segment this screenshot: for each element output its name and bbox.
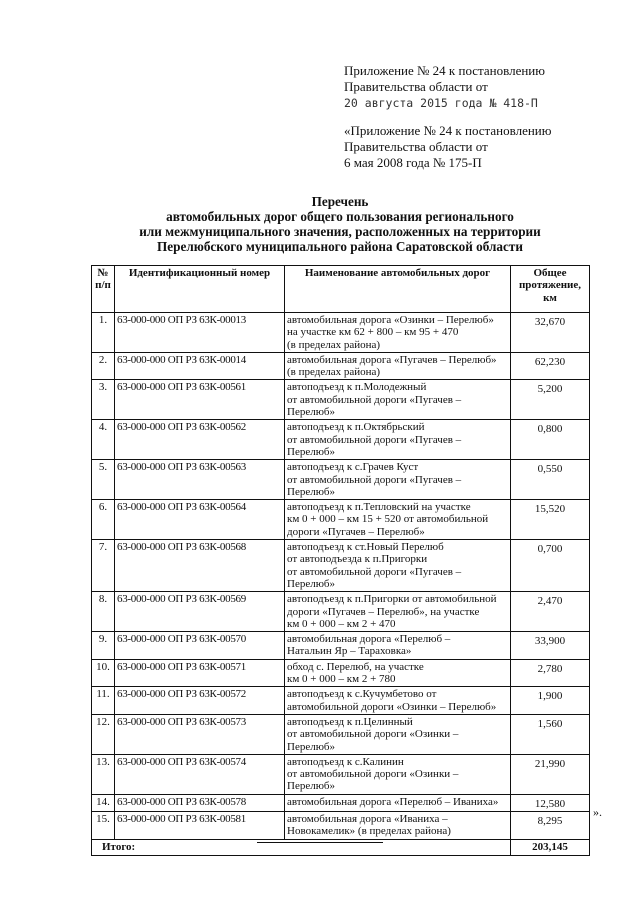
row-road-name: автоподъезд к ст.Новый Перелюб от автоподъезда к п.Пригорки от автомобильной дороги «Пугачев – Перелюб» <box>285 540 511 592</box>
total-label: Итого: <box>92 839 511 855</box>
table-row <box>92 811 590 839</box>
row-number: 2. <box>92 352 115 380</box>
row-length: 12,580 <box>511 794 590 811</box>
table-row <box>92 500 590 540</box>
old-appendix-line-3: 6 мая 2008 года № 175-П <box>344 155 482 170</box>
row-number: 6. <box>92 500 115 540</box>
bottom-rule <box>257 842 383 843</box>
row-number: 7. <box>92 540 115 592</box>
row-length: 2,470 <box>511 592 590 632</box>
old-appendix-reference <box>344 123 551 171</box>
row-identifier: 63-000-000 ОП РЗ 63К-00563 <box>115 460 285 500</box>
row-identifier: 63-000-000 ОП РЗ 63К-00578 <box>115 794 285 811</box>
row-road-name: автоподъезд к с.Грачев Куст от автомобильной дороги «Пугачев – Перелюб» <box>285 460 511 500</box>
row-road-name: автоподъезд к с.Калинин от автомобильной дороги «Озинки – Перелюб» <box>285 754 511 794</box>
table-row <box>92 540 590 592</box>
row-identifier: 63-000-000 ОП РЗ 63К-00013 <box>115 313 285 353</box>
row-identifier: 63-000-000 ОП РЗ 63К-00571 <box>115 659 285 687</box>
new-appendix-line-2: Правительства области от <box>344 79 488 94</box>
table-row <box>92 687 590 715</box>
row-number: 9. <box>92 632 115 660</box>
row-identifier: 63-000-000 ОП РЗ 63К-00562 <box>115 420 285 460</box>
row-length: 21,990 <box>511 754 590 794</box>
row-number: 13. <box>92 754 115 794</box>
table-row <box>92 460 590 500</box>
total-value: 203,145 <box>511 839 590 855</box>
row-length: 1,560 <box>511 714 590 754</box>
row-road-name: автоподъезд к п.Пригорки от автомобильной дороги «Пугачев – Перелюб», на участке км 0 + 000 – км 2 + 470 <box>285 592 511 632</box>
row-road-name: автоподъезд к с.Кучумбетово от автомобильной дороги «Озинки – Перелюб» <box>285 687 511 715</box>
table-row <box>92 313 590 353</box>
row-road-name: автоподъезд к п.Целинный от автомобильной дороги «Озинки – Перелюб» <box>285 714 511 754</box>
row-number: 3. <box>92 380 115 420</box>
old-appendix-line-2: Правительства области от <box>344 139 488 154</box>
table-row <box>92 420 590 460</box>
row-identifier: 63-000-000 ОП РЗ 63К-00572 <box>115 687 285 715</box>
old-appendix-line-1: «Приложение № 24 к постановлению <box>344 123 552 138</box>
row-road-name: автоподъезд к п.Тепловский на участке км 0 + 000 – км 15 + 520 от автомобильной дороги «Пугачев – Перелюб» <box>285 500 511 540</box>
row-number: 15. <box>92 811 115 839</box>
row-length: 0,550 <box>511 460 590 500</box>
row-road-name: автомобильная дорога «Озинки – Перелюб» на участке км 62 + 800 – км 95 + 470 (в пределах района) <box>285 313 511 353</box>
table-row <box>92 632 590 660</box>
row-number: 12. <box>92 714 115 754</box>
row-identifier: 63-000-000 ОП РЗ 63К-00573 <box>115 714 285 754</box>
row-length: 0,700 <box>511 540 590 592</box>
table-row <box>92 754 590 794</box>
table-row <box>92 659 590 687</box>
column-header-length: Общее протяжение, км <box>511 266 590 313</box>
row-road-name: автоподъезд к п.Октябрьский от автомобильной дороги «Пугачев – Перелюб» <box>285 420 511 460</box>
row-length: 2,780 <box>511 659 590 687</box>
row-identifier: 63-000-000 ОП РЗ 63К-00570 <box>115 632 285 660</box>
new-appendix-reference <box>344 63 545 111</box>
row-number: 10. <box>92 659 115 687</box>
row-length: 5,200 <box>511 380 590 420</box>
row-identifier: 63-000-000 ОП РЗ 63К-00569 <box>115 592 285 632</box>
table-row <box>92 592 590 632</box>
row-identifier: 63-000-000 ОП РЗ 63К-00564 <box>115 500 285 540</box>
row-length: 0,800 <box>511 420 590 460</box>
column-header-num: № п/п <box>92 266 115 313</box>
row-length: 1,900 <box>511 687 590 715</box>
title-line-3: или межмуниципального значения, расположенных на территории <box>139 224 541 239</box>
table-row <box>92 794 590 811</box>
row-road-name: автомобильная дорога «Иваниха – Новокамелик» (в пределах района) <box>285 811 511 839</box>
row-road-name: автомобильная дорога «Перелюб – Иваниха» <box>285 794 511 811</box>
row-road-name: автомобильная дорога «Перелюб – Натальин Яр – Тараховка» <box>285 632 511 660</box>
column-header-name: Наименование автомобильных дорог <box>285 266 511 313</box>
column-header-code: Идентификационный номер <box>115 266 285 313</box>
title-line-2: автомобильных дорог общего пользования регионального <box>166 209 514 224</box>
row-identifier: 63-000-000 ОП РЗ 63К-00014 <box>115 352 285 380</box>
new-appendix-date-stamp: 20 августа 2015 года № 418-П <box>344 96 538 110</box>
row-road-name: автомобильная дорога «Пугачев – Перелюб» (в пределах района) <box>285 352 511 380</box>
row-number: 4. <box>92 420 115 460</box>
row-number: 1. <box>92 313 115 353</box>
row-length: 8,295 <box>511 811 590 839</box>
row-identifier: 63-000-000 ОП РЗ 63К-00561 <box>115 380 285 420</box>
row-length: 33,900 <box>511 632 590 660</box>
row-length: 15,520 <box>511 500 590 540</box>
row-identifier: 63-000-000 ОП РЗ 63К-00568 <box>115 540 285 592</box>
row-length: 62,230 <box>511 352 590 380</box>
title-line-4: Перелюбского муниципального района Саратовской области <box>157 239 523 254</box>
row-number: 8. <box>92 592 115 632</box>
table-row <box>92 380 590 420</box>
table-row <box>92 352 590 380</box>
row-identifier: 63-000-000 ОП РЗ 63К-00581 <box>115 811 285 839</box>
table-header-row <box>92 266 590 313</box>
roads-table-body <box>92 313 590 840</box>
row-number: 14. <box>92 794 115 811</box>
title-line-1: Перечень <box>311 194 369 209</box>
row-number: 11. <box>92 687 115 715</box>
row-identifier: 63-000-000 ОП РЗ 63К-00574 <box>115 754 285 794</box>
document-title <box>80 194 600 254</box>
row-number: 5. <box>92 460 115 500</box>
table-row <box>92 714 590 754</box>
closing-quote: ». <box>593 805 602 819</box>
row-road-name: обход с. Перелюб, на участке км 0 + 000 – км 2 + 780 <box>285 659 511 687</box>
new-appendix-line-1: Приложение № 24 к постановлению <box>344 63 545 78</box>
roads-table <box>91 265 590 856</box>
row-length: 32,670 <box>511 313 590 353</box>
row-road-name: автоподъезд к п.Молодежный от автомобильной дороги «Пугачев – Перелюб» <box>285 380 511 420</box>
